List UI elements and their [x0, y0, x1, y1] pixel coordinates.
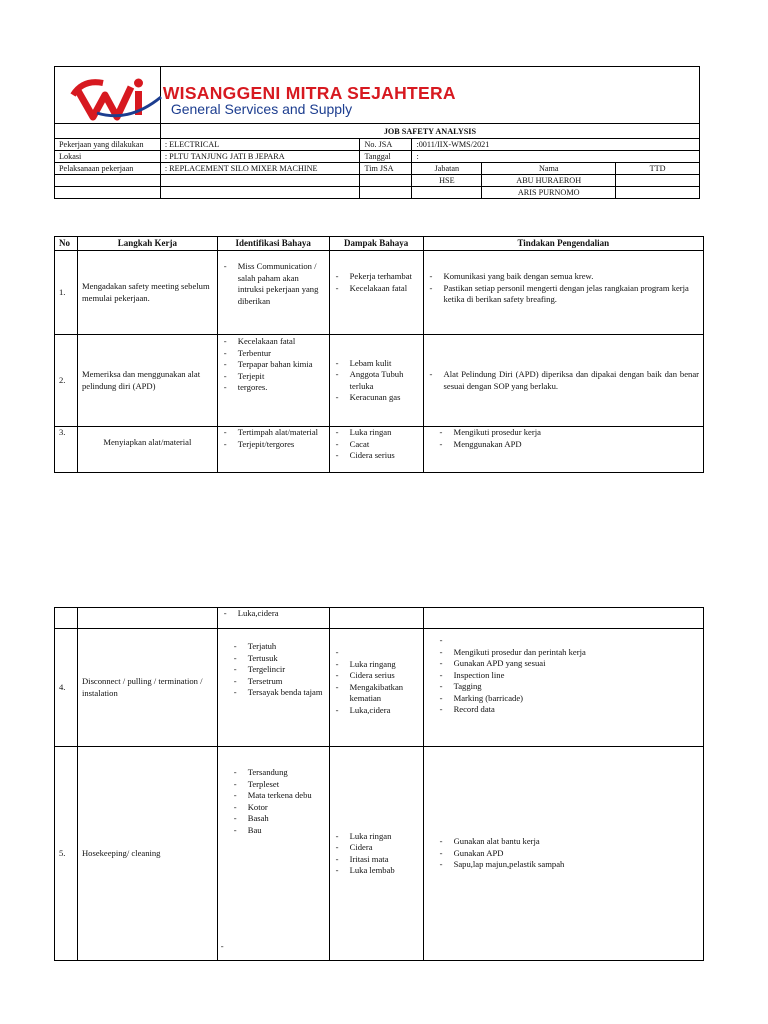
team-nama: ABU HURAEROH	[482, 175, 616, 187]
hazard-item: - Terjatuh	[232, 641, 325, 653]
control-item: - Alat Pelindung Diri (APD) diperiksa dan dipakai dengan baik dan benar sesuai dengan SOP yang berlaku.	[428, 369, 699, 392]
impact-item: - Iritasi mata	[334, 854, 419, 866]
timjsa-label: Tim JSA	[360, 163, 412, 175]
lokasi-value: : PLTU TANJUNG JATI B JEPARA	[160, 151, 360, 163]
control-item: - Marking (barricade)	[438, 693, 699, 705]
hazard-item: - Miss Communication / salah paham akan intruksi pekerjaan yang diberikan	[222, 261, 325, 307]
table-row	[55, 427, 704, 473]
impact-item: - Anggota Tubuh terluka	[334, 369, 419, 392]
control-item: - Menggunakan APD	[438, 439, 699, 451]
hazard-item: - Tertusuk	[232, 653, 325, 665]
control-item: - Record data	[438, 704, 699, 716]
col-identifikasi: Identifikasi Bahaya	[217, 237, 329, 251]
impact-item: - Kecelakaan fatal	[334, 283, 419, 295]
hazard-item: - Terjepit/tergores	[222, 439, 325, 451]
col-tindakan: Tindakan Pengendalian	[423, 237, 703, 251]
row-no: 1.	[55, 251, 78, 335]
impact-item: - Mengakibatkan kematian	[334, 682, 419, 705]
control-item	[438, 635, 699, 647]
impact-item: - Luka ringang	[334, 659, 419, 671]
control-item: - Inspection line	[438, 670, 699, 682]
hazard-item: - Basah	[232, 813, 325, 825]
impact-item: - Cidera	[334, 842, 419, 854]
header-table	[54, 66, 700, 199]
row-langkah: Hosekeeping/ cleaning	[77, 747, 217, 961]
control-item: - Mengikuti prosedur dan perintah kerja	[438, 647, 699, 659]
table-row	[55, 335, 704, 427]
impact-item: - Lebam kulit	[334, 358, 419, 370]
hazard-item: - Terpleset	[232, 779, 325, 791]
col-no: No	[55, 237, 78, 251]
hazard-item: - Tertimpah alat/material	[222, 427, 325, 439]
hazard-item: - Tersandung	[232, 767, 325, 779]
col-ttd: TTD	[616, 163, 700, 175]
team-nama: ARIS PURNOMO	[482, 187, 616, 199]
row-no: 5.	[55, 747, 78, 961]
company-tagline: General Services and Supply	[170, 101, 353, 117]
row-langkah: Disconnect / pulling / termination / instalation	[77, 629, 217, 747]
col-dampak: Dampak Bahaya	[329, 237, 423, 251]
control-item: - Mengikuti prosedur kerja	[438, 427, 699, 439]
row-langkah: Memeriksa dan menggunakan alat pelindung diri (APD)	[77, 335, 217, 427]
jsa-table-continued	[54, 607, 704, 961]
hazard-item: - Tersayak benda tajam	[232, 687, 325, 699]
control-item: - Gunakan APD	[438, 848, 699, 860]
impact-item: - Cacat	[334, 439, 419, 451]
impact-item: - Keracunan gas	[334, 392, 419, 404]
col-jabatan: Jabatan	[412, 163, 482, 175]
row-no: 2.	[55, 335, 78, 427]
impact-item: - Cidera serius	[334, 450, 419, 462]
impact-item: - Luka,cidera	[334, 705, 419, 717]
impact-item: - Cidera serius	[334, 670, 419, 682]
col-langkah: Langkah Kerja	[77, 237, 217, 251]
hazard-item: - Mata terkena debu	[232, 790, 325, 802]
hazard-item: - Terjepit	[222, 371, 325, 383]
col-nama: Nama	[482, 163, 616, 175]
impact-item	[334, 647, 419, 659]
control-item: - Gunakan APD yang sesuai	[438, 658, 699, 670]
row-langkah: Menyiapkan alat/material	[77, 427, 217, 473]
hazard-item: - Bau	[232, 825, 325, 837]
hazard-item: - tergores.	[222, 382, 325, 394]
impact-item: - Luka ringan	[334, 427, 419, 439]
impact-item: - Luka lembab	[334, 865, 419, 877]
pekerjaan-label: Pekerjaan yang dilakukan	[55, 139, 161, 151]
row-no: 4.	[55, 629, 78, 747]
table-row	[55, 747, 704, 961]
table-row	[55, 251, 704, 335]
company-banner	[160, 67, 699, 124]
control-item: - Sapu,lap majun,pelastik sampah	[438, 859, 699, 871]
pelaksanaan-value: : REPLACEMENT SILO MIXER MACHINE	[160, 163, 360, 175]
nojsa-value: :0011/IIX-WMS/2021	[412, 139, 700, 151]
row-langkah: Mengadakan safety meeting sebelum memulai pekerjaan.	[77, 251, 217, 335]
table-row	[55, 629, 704, 747]
jsa-table	[54, 236, 704, 473]
nojsa-label: No. JSA	[360, 139, 412, 151]
hazard-tail: -	[220, 940, 224, 951]
tanggal-label: Tanggal	[360, 151, 412, 163]
impact-item: - Luka ringan	[334, 831, 419, 843]
hazard-item: - Tersetrum	[232, 676, 325, 688]
hazard-item: - Luka,cidera	[222, 608, 325, 620]
hazard-item: - Terpapar bahan kimia	[222, 359, 325, 371]
document-title: JOB SAFETY ANALYSIS	[160, 124, 699, 139]
table-row	[55, 608, 704, 629]
tanggal-value: :	[412, 151, 700, 163]
pelaksanaan-label: Pelaksanaan pekerjaan	[55, 163, 161, 175]
team-jabatan	[412, 187, 482, 199]
company-name: WISANGGENI MITRA SEJAHTERA	[162, 83, 456, 103]
impact-item: - Pekerja terhambat	[334, 271, 419, 283]
control-item: - Gunakan alat bantu kerja	[438, 836, 699, 848]
control-item: - Komunikasi yang baik dengan semua krew.	[428, 271, 699, 283]
hazard-item: - Tergelincir	[232, 664, 325, 676]
control-item: - Tagging	[438, 681, 699, 693]
control-item: - Pastikan setiap personil mengerti dengan jelas rangkaian program kerja ketika di berikan safety breafing.	[428, 283, 699, 306]
team-jabatan: HSE	[412, 175, 482, 187]
company-logo-icon	[69, 73, 169, 121]
pekerjaan-value: : ELECTRICAL	[160, 139, 360, 151]
row-no: 3.	[55, 427, 78, 473]
lokasi-label: Lokasi	[55, 151, 161, 163]
hazard-item: - Kecelakaan fatal	[222, 336, 325, 348]
hazard-item: - Kotor	[232, 802, 325, 814]
hazard-item: - Terbentur	[222, 348, 325, 360]
